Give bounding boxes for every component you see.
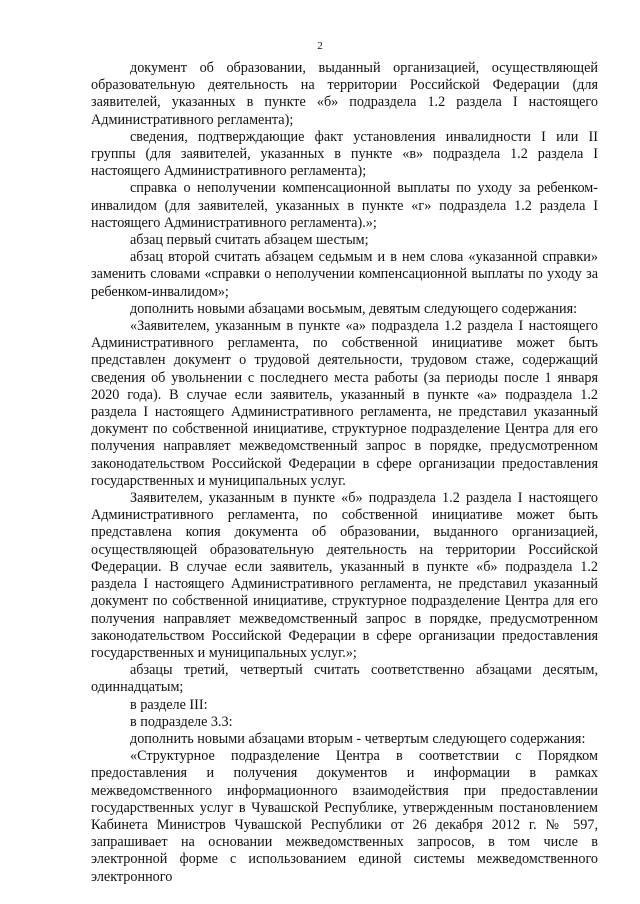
paragraph-11: в подразделе 3.3: [130, 713, 233, 730]
paragraph-2: сведения, подтверждающие факт установления инвалидности I или II группы (для заявителей, указанных в пункте «в» подраздела 1.2 раздела I настоящего Административного регламента); [91, 128, 598, 180]
paragraph-4: абзац первый считать абзацем шестым; [130, 232, 369, 249]
paragraph-8: Заявителем, указанным в пункте «б» подраздела 1.2 раздела I настоящего Административного регламента, по собственной инициативе может быть представлена копия документа об образовании, выданного организацией, осуществляющей образовательную деятельность на территории Российской Федерации. В случае если заявитель, указанный в пункте «б» подраздела 1.2 раздела I настоящего Административного регламента, не представил указанный документ по собственной инициативе, структурное подразделение Центра для его получения направляет межведомственный запрос в порядке, предусмотренном законодательством Российской Федерации в сфере организации предоставления государственных и муниципальных услуг.»; [91, 490, 598, 661]
paragraph-13: «Структурное подразделение Центра в соответствии с Порядком предоставления и получения документов и информации в рамках межведомственного информационного взаимодействия при предоставлении государственных услуг в Чувашской Республике, утвержденным постановлением Кабинета Министров Чувашской Республики от 26 декабря 2012 г. № 597, запрашивает на основании межведомственных запросов, в том числе в электронной форме с использованием единой системы межведомственного электронного [91, 748, 598, 885]
paragraph-10: в разделе III: [130, 696, 208, 713]
paragraph-7: «Заявителем, указанным в пункте «а» подраздела 1.2 раздела I настоящего Административного регламента, по собственной инициативе может быть представлен документ о трудовой деятельности, трудовом стаже, содержащий сведения об увольнении с последнего места работы (за периоды после 1 января 2020 года). В случае если заявитель, указанный в пункте «а» подраздела 1.2 раздела I настоящего Административного регламента, не представил указанный документ по собственной инициативе, структурное подразделение Центра для его получения направляет межведомственный запрос в порядке, предусмотренном законодательством Российской Федерации в сфере организации предоставления государственных и муниципальных услуг. [91, 318, 598, 489]
paragraph-1: документ об образовании, выданный организацией, осуществляющей образовательную деятельность на территории Российской Федерации (для заявителей, указанных в пункте «б» подраздела 1.2 раздела I настоящего Административного регламента); [91, 60, 598, 128]
document-body [91, 60, 598, 886]
paragraph-12: дополнить новыми абзацами вторым - четвертым следующего содержания: [130, 730, 586, 747]
paragraph-3: справка о неполучении компенсационной выплаты по уходу за ребенком-инвалидом (для заявителей, указанных в пункте «г» подраздела 1.2 раздела I настоящего Административного регламента).»; [91, 180, 598, 231]
paragraph-9: абзацы третий, четвертый считать соответственно абзацами десятым, одиннадцатым; [91, 662, 598, 696]
paragraph-6: дополнить новыми абзацами восьмым, девятым следующего содержания: [130, 300, 578, 317]
paragraph-5: абзац второй считать абзацем седьмым и в нем слова «указанной справки» заменить словами «справки о неполучении компенсационной выплаты по уходу за ребенком-инвалидом»; [91, 249, 598, 300]
page-number: 2 [317, 40, 323, 52]
